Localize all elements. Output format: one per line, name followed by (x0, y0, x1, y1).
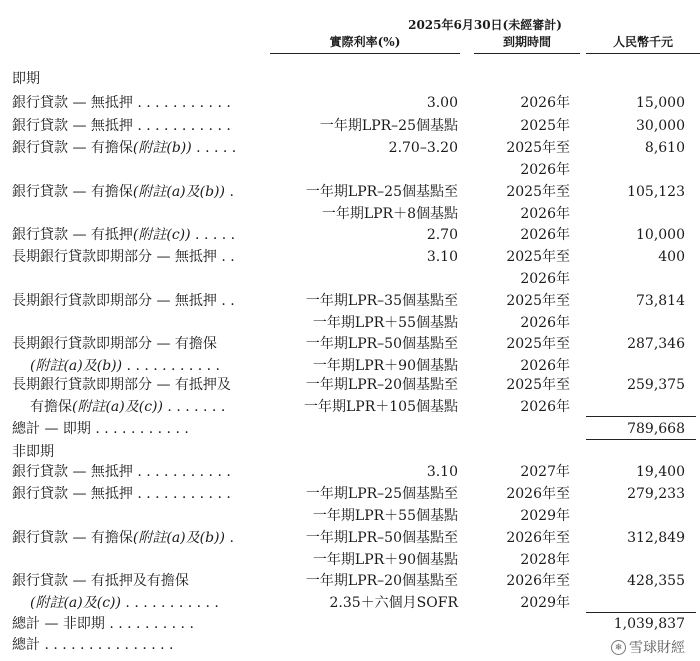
row-desc: 銀行貸款 — 無抵押 (12, 95, 133, 111)
row-maturity: 2025年至 (506, 377, 570, 393)
row-rate-2: 2.35＋六個月SOFR (329, 595, 458, 611)
row-note: (附註(a)及(b)) (132, 530, 225, 546)
row-desc: 銀行貸款 — 有抵押及有擔保 (12, 573, 189, 589)
row-amount: 259,375 (627, 377, 685, 393)
row-maturity: 2025年至 (506, 184, 570, 200)
watermark (608, 637, 688, 657)
row-maturity: 2026年至 (506, 486, 570, 502)
row-maturity: 2026年 (520, 227, 570, 243)
row-desc: 銀行貸款 — 有擔保 (12, 140, 133, 156)
row-maturity-2: 2028年 (520, 552, 570, 568)
row-maturity-2: 2026年 (520, 162, 570, 178)
row-amount: 400 (658, 249, 685, 265)
row-maturity: 2025年至 (506, 293, 570, 309)
col-header-maturity: 到期時間 (474, 33, 580, 54)
row-rate: 一年期LPR–20個基點至 (305, 573, 458, 589)
row-amount: 10,000 (636, 227, 685, 243)
subtotal-rule (586, 416, 696, 417)
row-maturity-2: 2026年 (520, 358, 570, 374)
row-desc: 長期銀行貸款即期部分 — 無抵押 (12, 249, 217, 265)
row-maturity: 2027年 (520, 464, 570, 480)
col-header-rate: 實際利率(%) (270, 33, 460, 54)
period-header: 2025年6月30日(未經審計) (408, 18, 562, 32)
row-desc: 長期銀行貸款即期部分 — 無抵押 (12, 293, 217, 309)
row-maturity: 2026年 (520, 95, 570, 111)
row-amount: 428,355 (627, 573, 685, 589)
snowball-logo-icon: ❄ (611, 640, 626, 655)
row-note: (附註(a)及(b)) (30, 358, 123, 374)
row-maturity: 2025年至 (506, 140, 570, 156)
row-maturity: 2026年至 (506, 573, 570, 589)
row-rate: 3.10 (426, 249, 458, 265)
row-desc: 銀行貸款 — 有擔保 (12, 530, 133, 546)
row-amount: 73,814 (636, 293, 685, 309)
row-amount: 15,000 (636, 95, 685, 111)
total-rule (586, 439, 696, 440)
row-rate: 一年期LPR–50個基點至 (305, 530, 458, 546)
row-maturity-2: 2026年 (520, 399, 570, 415)
row-maturity-2: 2029年 (520, 595, 570, 611)
total-label: 總計 — 即期 (12, 421, 91, 437)
total-amount: 789,668 (627, 421, 685, 437)
row-maturity: 2025年至 (506, 336, 570, 352)
row-amount: 8,610 (644, 140, 685, 156)
row-leader: . . . . . . . . . . . (132, 464, 231, 480)
row-rate-2: 一年期LPR＋55個基點 (312, 315, 458, 331)
row-rate: 一年期LPR–25個基點至 (305, 184, 458, 200)
row-maturity: 2026年至 (506, 530, 570, 546)
row-leader: . . (216, 293, 235, 309)
row-rate-2: 一年期LPR＋55個基點 (312, 508, 458, 524)
row-rate: 一年期LPR–35個基點至 (305, 293, 458, 309)
row-desc: 銀行貸款 — 無抵押 (12, 118, 133, 134)
total-amount: 1,039,837 (613, 616, 685, 632)
row-desc: 銀行貸款 — 有抵押 (12, 227, 133, 243)
row-amount: 312,849 (627, 530, 685, 546)
row-leader: . (225, 530, 234, 546)
row-desc: 長期銀行貸款即期部分 — 有抵押及 (12, 377, 231, 393)
row-maturity: 2025年至 (506, 249, 570, 265)
section-current: 即期 (12, 71, 40, 87)
row-leader: . . . . . . . . . . . (132, 118, 231, 134)
row-desc-2: 有擔保 (30, 399, 72, 415)
row-rate: 3.00 (426, 95, 458, 111)
row-note: (附註(a)及(c)) (30, 595, 121, 611)
row-rate: 一年期LPR–50個基點至 (305, 336, 458, 352)
row-rate-2: 一年期LPR＋90個基點 (312, 552, 458, 568)
section-non-current: 非即期 (12, 444, 54, 460)
row-rate-2: 一年期LPR＋105個基點 (304, 399, 458, 415)
row-desc: 銀行貸款 — 無抵押 (12, 464, 133, 480)
row-rate: 2.70–3.20 (388, 140, 458, 156)
row-leader: . . . . . (191, 140, 237, 156)
row-note: (附註(c)) (132, 227, 191, 243)
row-rate-2: 一年期LPR＋90個基點 (312, 358, 458, 374)
row-rate: 一年期LPR–25個基點 (319, 118, 458, 134)
row-rate: 3.10 (426, 464, 458, 480)
row-rate: 一年期LPR–25個基點至 (305, 486, 458, 502)
row-rate: 2.70 (426, 227, 458, 243)
row-leader: . . . . . (190, 227, 236, 243)
row-leader: . . . . . . . . . . . (122, 358, 220, 374)
row-leader: . . . . . . . . . . . (132, 486, 231, 502)
col-header-amount: 人民幣千元 (586, 33, 700, 54)
row-note: (附註(b)) (132, 140, 192, 156)
row-amount: 30,000 (636, 118, 685, 134)
row-maturity-2: 2026年 (520, 206, 570, 222)
row-rate: 一年期LPR–20個基點至 (305, 377, 458, 393)
row-desc: 長期銀行貸款即期部分 — 有擔保 (12, 336, 217, 352)
row-leader: . . . . . . . . . . . (90, 421, 189, 437)
row-leader: . . . . . . . . . . . . . . . (40, 637, 174, 653)
row-leader: . . (216, 249, 235, 265)
watermark-text: 雪球財經 (629, 640, 685, 656)
row-rate-2: 一年期LPR＋8個基點 (321, 206, 458, 222)
row-leader: . . . . . . . (162, 399, 226, 415)
row-amount: 287,346 (627, 336, 685, 352)
row-leader: . . . . . . . . . . . (120, 595, 219, 611)
grand-total-label: 總計 (12, 637, 40, 653)
row-note: (附註(a)及(b)) (132, 184, 225, 200)
row-maturity-2: 2029年 (520, 508, 570, 524)
row-leader: . . . . . . . . . . . (132, 95, 231, 111)
row-maturity-2: 2026年 (520, 315, 570, 331)
row-maturity-2: 2026年 (520, 271, 570, 287)
row-leader: . (225, 184, 234, 200)
row-desc: 銀行貸款 — 有擔保 (12, 184, 133, 200)
row-leader: . . . . . . . . . . (104, 616, 194, 632)
row-amount: 105,123 (627, 184, 685, 200)
row-amount: 279,233 (627, 486, 685, 502)
row-note: (附註(a)及(c)) (72, 399, 163, 415)
row-desc: 銀行貸款 — 無抵押 (12, 486, 133, 502)
row-amount: 19,400 (636, 464, 685, 480)
row-maturity: 2025年 (520, 118, 570, 134)
total-label: 總計 — 非即期 (12, 616, 105, 632)
